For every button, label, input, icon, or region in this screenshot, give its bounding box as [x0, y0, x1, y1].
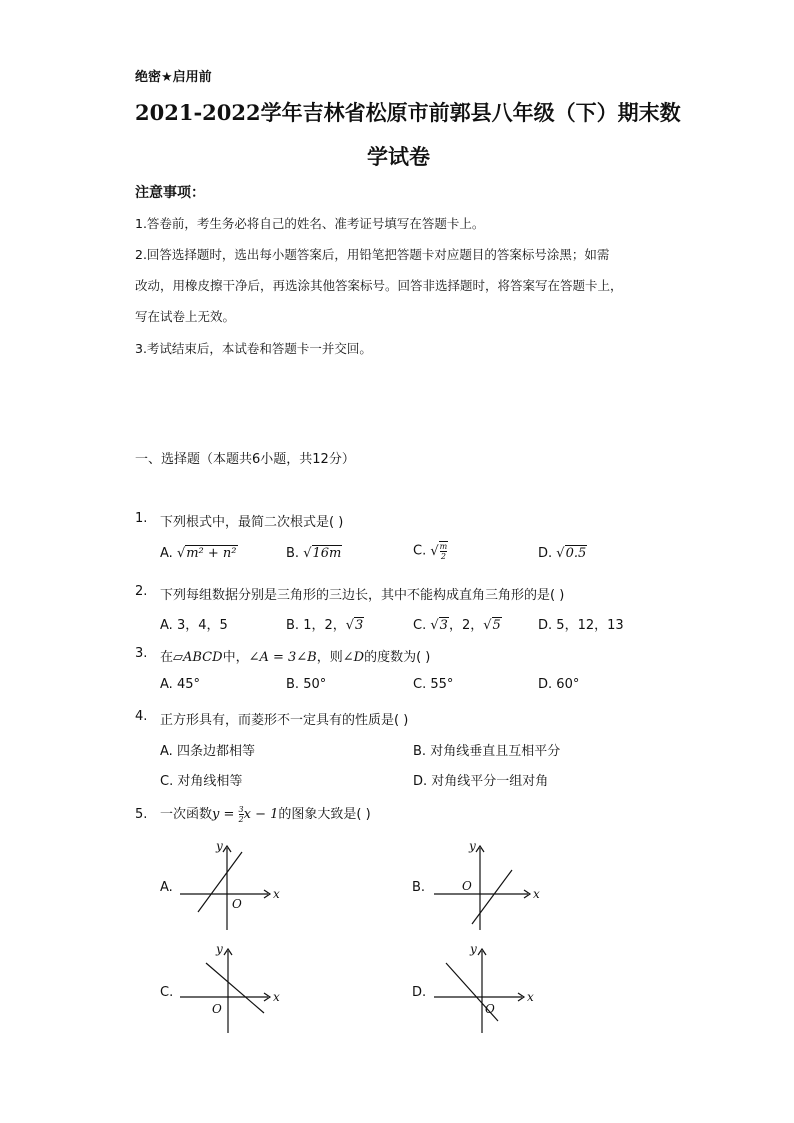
notice-item-2-line2: 改动，用橡皮擦干净后，再选涂其他答案标号。回答非选择题时，将答案写在答题卡上，: [135, 278, 623, 293]
q2-option-c-mid: ，2，: [448, 618, 484, 633]
q3-option-d-text: 60°: [556, 677, 580, 692]
q5-graph-b[interactable]: [432, 839, 542, 932]
q5-graph-a[interactable]: [178, 839, 288, 932]
notice-item-3: 3.考试结束后，本试卷和答题卡一并交回。: [135, 341, 372, 356]
q2-option-a-text: 3，4，5: [176, 618, 228, 633]
q4-option-b-label: B.: [413, 744, 427, 759]
q3-text-post: 的度数为( ): [364, 650, 431, 665]
section-title: 一、选择题（本题共6小题，共12分）: [135, 452, 355, 467]
origin-label: O: [485, 1002, 495, 1016]
q3-option-b-label: B.: [286, 677, 300, 692]
q1-option-c-label: C.: [413, 543, 427, 559]
q3-option-c[interactable]: [413, 677, 453, 692]
origin-label: O: [232, 897, 242, 911]
question-2-number: 2.: [135, 584, 148, 599]
q1-option-b[interactable]: B. √16m: [286, 546, 342, 561]
q3-option-b[interactable]: [286, 677, 326, 692]
y-axis-label: y: [216, 839, 223, 853]
q3-option-d-label: D.: [538, 677, 553, 692]
q1-option-d[interactable]: D. √0.5: [538, 546, 587, 561]
q1-option-a-expr: m² + n²: [186, 546, 237, 561]
q3-text-math: ABCD: [183, 650, 223, 665]
q4-option-a[interactable]: [160, 740, 255, 759]
q3-option-d[interactable]: [538, 677, 579, 692]
question-4-number: 4.: [135, 709, 148, 724]
q1-option-d-label: D.: [538, 546, 553, 561]
q2-option-a[interactable]: [160, 614, 228, 633]
q4-option-b-text: 对角线垂直且互相平分: [430, 744, 561, 759]
q5-text-post: 的图象大致是( ): [278, 807, 371, 822]
q2-option-d-label: D.: [538, 618, 553, 633]
q4-option-c-text: 对角线相等: [177, 774, 243, 789]
q5-frac-den: 2: [238, 815, 244, 824]
q3-option-a[interactable]: [160, 677, 200, 692]
question-4-text: 正方形具有，而菱形不一定具有的性质是( ): [160, 713, 409, 728]
q4-option-a-label: A.: [160, 744, 173, 759]
q5-text-pre: 一次函数: [160, 807, 213, 822]
function-line: [472, 870, 512, 924]
q2-option-b-text: 1，2，: [303, 618, 346, 633]
q5-option-b-label[interactable]: B.: [412, 880, 426, 895]
q2-option-c[interactable]: C. √3，2，√5: [413, 618, 501, 633]
question-5-text: [160, 803, 371, 824]
notice-item-2-line3: 写在试卷上无效。: [135, 309, 236, 324]
q1-option-c-den: 2: [440, 552, 446, 561]
q1-option-c-num: m: [439, 542, 448, 551]
q2-option-c-label: C.: [413, 618, 427, 633]
x-axis-label: x: [527, 990, 534, 1004]
exam-title-line2: 学试卷: [367, 144, 430, 169]
q4-option-c-label: C.: [160, 774, 174, 789]
q5-frac-num: 3: [238, 805, 244, 814]
notice-heading: 注意事项：: [135, 185, 205, 201]
q5-option-a-label[interactable]: A.: [160, 880, 173, 895]
q2-option-d-text: 5，12，13: [556, 618, 624, 633]
q5-option-d-label[interactable]: D.: [412, 985, 427, 1000]
q4-option-b[interactable]: [413, 740, 560, 759]
q3-text-math2: ∠A = 3∠B: [248, 650, 317, 665]
q4-option-a-text: 四条边都相等: [176, 744, 255, 759]
x-axis-label: x: [273, 990, 280, 1004]
q3-option-c-text: 55°: [430, 677, 454, 692]
q3-text-pre: 在▱: [160, 650, 183, 665]
question-3-number: 3.: [135, 646, 148, 661]
q4-option-d[interactable]: [413, 770, 548, 789]
q5-graph-c[interactable]: [178, 942, 288, 1035]
origin-label: O: [462, 879, 472, 893]
y-axis-label: y: [469, 839, 476, 853]
q3-text-math3: ∠D: [342, 650, 365, 665]
q2-option-c-rad1: 3: [439, 618, 448, 633]
notice-item-2-line1: 2.回答选择题时，选出每小题答案后，用铅笔把答题卡对应题目的答案标号涂黑；如需: [135, 247, 610, 262]
q2-option-a-label: A.: [160, 618, 173, 633]
q5-graph-d[interactable]: [432, 942, 542, 1035]
question-1-text: 下列根式中，最简二次根式是( ): [160, 515, 344, 530]
q4-option-c[interactable]: [160, 770, 242, 789]
q5-eq-y: y =: [212, 807, 239, 822]
question-2-text: 下列每组数据分别是三角形的三边长，其中不能构成直角三角形的是( ): [160, 588, 565, 603]
q3-text-mid2: ，则: [316, 650, 343, 665]
x-axis-label: x: [273, 887, 280, 901]
q3-option-c-label: C.: [413, 677, 427, 692]
q1-option-b-expr: 16m: [312, 546, 342, 561]
q1-option-b-label: B.: [286, 546, 300, 561]
q5-eq-rest: x − 1: [243, 807, 279, 822]
x-axis-label: x: [533, 887, 540, 901]
q1-option-d-expr: 0.5: [565, 546, 587, 561]
q2-option-b[interactable]: B. 1，2，√3: [286, 618, 364, 633]
origin-label: O: [212, 1002, 222, 1016]
notice-item-1: 1.答卷前，考生务必将自己的姓名、准考证号填写在答题卡上。: [135, 216, 485, 231]
question-1-number: 1.: [135, 511, 148, 526]
q2-option-d[interactable]: [538, 614, 624, 633]
question-3-text: [160, 646, 430, 665]
q1-option-c[interactable]: C. √ $\frac{m}{2}$: [413, 542, 448, 561]
q2-option-b-rad: 3: [355, 618, 364, 633]
q4-option-d-label: D.: [413, 774, 428, 789]
q2-option-c-rad2: 5: [492, 618, 501, 633]
exam-title-line1: 2021-2022学年吉林省松原市前郭县八年级（下）期末数: [135, 100, 681, 125]
q5-option-c-label[interactable]: C.: [160, 985, 174, 1000]
secret-label: 绝密★启用前: [135, 70, 212, 85]
q4-option-d-text: 对角线平分一组对角: [431, 774, 549, 789]
q3-option-b-text: 50°: [303, 677, 327, 692]
q2-option-b-label: B.: [286, 618, 300, 633]
y-axis-label: y: [216, 942, 223, 956]
q3-text-mid: 中，: [222, 650, 249, 665]
q3-option-a-text: 45°: [176, 677, 200, 692]
question-5-number: 5.: [135, 807, 148, 822]
q3-option-a-label: A.: [160, 677, 173, 692]
y-axis-label: y: [470, 942, 477, 956]
q1-option-a-label: A.: [160, 546, 173, 561]
q1-option-a[interactable]: A. √m² + n²: [160, 546, 237, 561]
